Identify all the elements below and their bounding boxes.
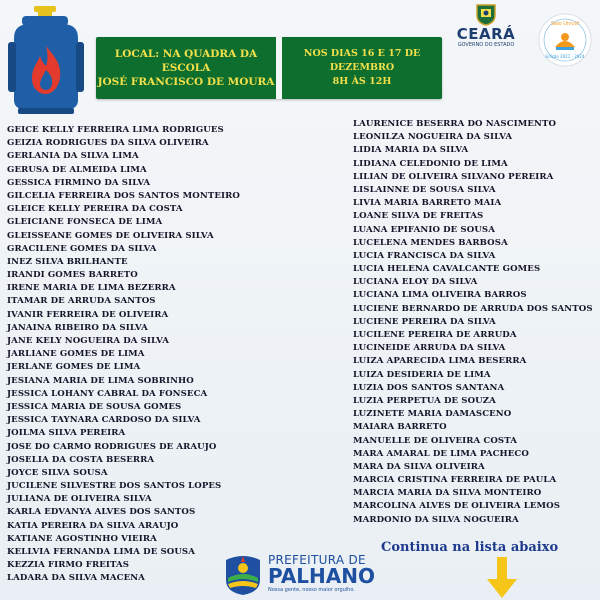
name-entry: LUCIENE PEREIRA DA SILVA	[353, 316, 496, 327]
name-entry: MAIARA BARRETO	[353, 422, 447, 433]
event-banner	[96, 37, 442, 99]
name-entry: LUCIANA ELOY DA SILVA	[353, 277, 478, 288]
unicef-seal-icon	[538, 13, 592, 67]
location-line-1: LOCAL: NA QUADRA DA ESCOLA	[114, 48, 258, 74]
pref-name: PALHANO	[268, 564, 376, 588]
name-entry: MARDONIO DA SILVA NOGUEIRA	[353, 514, 519, 525]
name-entry: MARA AMARAL DE LIMA PACHECO	[353, 448, 529, 459]
name-entry: JESSICA MARIA DE SOUSA GOMES	[7, 401, 182, 412]
name-entry: LIDIANA CELEDONIO DE LIMA	[353, 158, 508, 169]
name-entry: LOANE SILVA DE FREITAS	[353, 211, 484, 222]
name-entry: LEONILZA NOGUEIRA DA SILVA	[353, 132, 513, 143]
name-entry: GESSICA FIRMINO DA SILVA	[7, 177, 151, 188]
name-entry: LUCIA FRANCISCA DA SILVA	[353, 250, 496, 261]
name-entry: JUCILENE SILVESTRE DOS SANTOS LOPES	[7, 481, 222, 492]
palhano-logo-icon	[222, 552, 264, 596]
name-entry: LIDIA MARIA DA SILVA	[353, 145, 469, 156]
name-entry: JANAINA RIBEIRO DA SILVA	[7, 322, 148, 333]
name-entry: JOYCE SILVA SOUSA	[7, 467, 108, 478]
name-entry: IRENE MARIA DE LIMA BEZERRA	[7, 283, 176, 294]
schedule-block	[282, 37, 442, 99]
name-entry: LUZIA DOS SANTOS SANTANA	[353, 382, 505, 393]
name-entry: JESSICA TAYNARA CARDOSO DA SILVA	[7, 415, 201, 426]
name-entry: MARCOLINA ALVES DE OLIVEIRA LEMOS	[353, 501, 561, 512]
names-column-left	[7, 124, 240, 586]
name-entry: GEICE KELLY FERREIRA LIMA RODRIGUES	[7, 125, 224, 135]
ceara-subtitle: GOVERNO DO ESTADO	[457, 42, 515, 48]
name-entry: LUZINETE MARIA DAMASCENO	[353, 409, 512, 420]
name-entry: LUIZA DESIDERIA DE LIMA	[353, 369, 491, 380]
name-entry: INEZ SILVA BRILHANTE	[7, 256, 128, 267]
name-entry: JULIANA DE OLIVEIRA SILVA	[7, 494, 152, 505]
name-entry: JANE KELY NOGUEIRA DA SILVA	[7, 336, 170, 346]
name-entry: GEIZIA RODRIGUES DA SILVA OLIVEIRA	[7, 138, 209, 149]
ceara-crest-icon	[475, 2, 497, 26]
name-entry: KELLVIA FERNANDA LIMA DE SOUSA	[7, 547, 196, 557]
name-entry: LUCIENE BERNARDO DE ARRUDA DOS SANTOS	[353, 303, 593, 314]
pref-slogan: Nossa gente, nosso maior orgulho.	[268, 587, 355, 593]
name-entry: GERUSA DE ALMEIDA LIMA	[7, 164, 147, 175]
name-entry: KATIA PEREIRA DA SILVA ARAUJO	[7, 520, 179, 531]
name-entry: LUANA EPIFANIO DE SOUSA	[353, 224, 495, 235]
name-entry: JOILMA SILVA PEREIRA	[7, 428, 126, 439]
name-entry: JOSELIA DA COSTA BESERRA	[7, 454, 155, 465]
gas-cylinder-icon	[4, 4, 88, 116]
ceara-name: CEARÁ	[456, 25, 516, 43]
pref-title: PREFEITURA DE	[268, 553, 366, 567]
name-entry: IVANIR FERREIRA DE OLIVEIRA	[7, 309, 169, 320]
name-entry: GLEICE KELLY PEREIRA DA COSTA	[7, 204, 183, 215]
name-entry: KARLA EDVANYA ALVES DOS SANTOS	[7, 507, 196, 518]
name-entry: LUCELENA MENDES BARBOSA	[353, 237, 508, 248]
name-entry: GRACILENE GOMES DA SILVA	[7, 243, 157, 254]
name-entry: LIVIA MARIA BARRETO MAIA	[353, 198, 502, 209]
name-entry: LUIZA APARECIDA LIMA BESERRA	[353, 356, 527, 367]
name-entry: IRANDI GOMES BARRETO	[7, 270, 138, 281]
location-block	[96, 37, 276, 99]
name-entry: KATIANE AGOSTINHO VIEIRA	[7, 533, 157, 544]
name-entry: MARCIA CRISTINA FERREIRA DE PAULA	[353, 475, 557, 486]
name-entry: KEZZIA FIRMO FREITAS	[7, 560, 130, 571]
seal-bottom-text: Edição 2021 - 2024	[545, 54, 585, 59]
name-entry: JOSE DO CARMO RODRIGUES DE ARAUJO	[7, 441, 217, 452]
name-entry: JESIANA MARIA DE LIMA SOBRINHO	[7, 375, 194, 386]
names-column-right	[353, 118, 593, 527]
continue-note: Continua na lista abaixo	[381, 540, 559, 555]
name-entry: LUCINEIDE ARRUDA DA SILVA	[353, 343, 506, 354]
name-entry: LUZIA PERPETUA DE SOUZA	[353, 395, 496, 406]
name-entry: MARA DA SILVA OLIVEIRA	[353, 461, 485, 472]
name-entry: MARCIA MARIA DA SILVA MONTEIRO	[353, 488, 542, 499]
name-entry: GLEICIANE FONSECA DE LIMA	[7, 217, 163, 228]
location-line-2: JOSÉ FRANCISCO DE MOURA	[97, 76, 275, 88]
ceara-logo	[448, 0, 524, 50]
name-entry: LAURENICE BESERRA DO NASCIMENTO	[353, 119, 557, 129]
name-entry: LUCIA HELENA CAVALCANTE GOMES	[353, 264, 541, 275]
name-entry: ITAMAR DE ARRUDA SANTOS	[7, 296, 156, 307]
name-entry: JERLANE GOMES DE LIMA	[7, 362, 141, 373]
name-entry: LISLAINNE DE SOUSA SILVA	[353, 184, 496, 195]
down-arrow-icon	[487, 557, 517, 599]
name-entry: JARLIANE GOMES DE LIMA	[7, 349, 145, 360]
name-entry: MANUELLE DE OLIVEIRA COSTA	[353, 435, 518, 446]
name-entry: GILCELIA FERREIRA DOS SANTOS MONTEIRO	[7, 190, 240, 201]
name-entry: LUCIANA LIMA OLIVEIRA BARROS	[353, 290, 527, 301]
name-entry: LADARA DA SILVA MACENA	[7, 573, 145, 584]
schedule-hours: 8H ÀS 12H	[332, 76, 392, 87]
schedule-dates: NOS DIAS 16 E 17 DE DEZEMBRO	[303, 48, 421, 73]
palhano-logo	[222, 550, 376, 598]
name-entry: LUCILENE PEREIRA DE ARRUDA	[353, 330, 517, 340]
name-entry: GERLANIA DA SILVA LIMA	[7, 151, 139, 162]
name-entry: GLEISSEANE GOMES DE OLIVEIRA SILVA	[7, 230, 214, 241]
seal-top-text: Selo Unicef	[550, 21, 580, 27]
name-entry: LILIAN DE OLIVEIRA SILVANO PEREIRA	[353, 171, 554, 182]
name-entry: JESSICA LOHANY CABRAL DA FONSECA	[7, 388, 208, 399]
